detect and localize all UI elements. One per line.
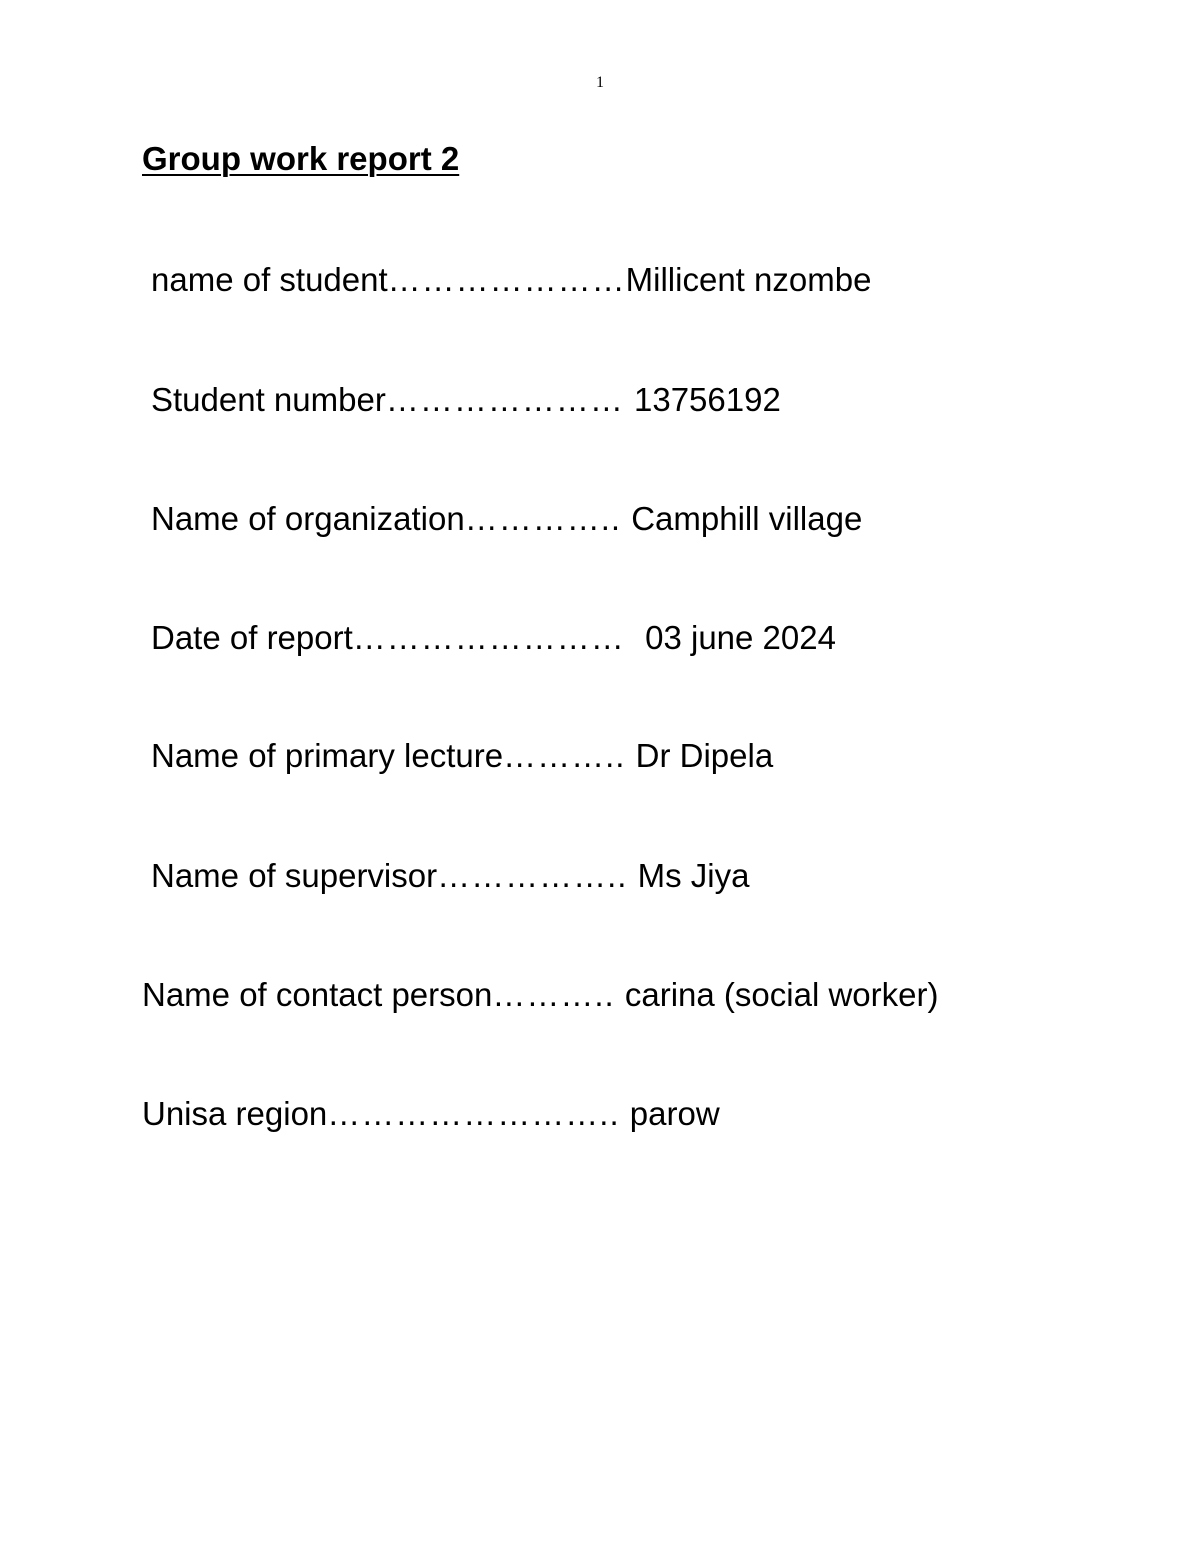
report-title: Group work report 2 (142, 140, 460, 177)
field-label: Name of primary lecture (151, 737, 504, 774)
field-leader-dots: …………….. (437, 857, 638, 894)
field-leader-dots: …………………….. (327, 1095, 630, 1132)
field-label: Student number (151, 381, 386, 418)
field-value: Camphill village (631, 500, 863, 537)
field-primary-lecturer (151, 736, 773, 776)
field-value: Millicent nzombe (625, 261, 872, 298)
field-leader-dots: ……….. (492, 976, 625, 1013)
field-value: Ms Jiya (637, 857, 750, 894)
field-report-date (151, 618, 836, 658)
field-value: 03 june 2024 (645, 619, 836, 656)
field-value: 13756192 (634, 381, 781, 418)
field-unisa-region (142, 1094, 720, 1134)
field-value: parow (629, 1095, 720, 1132)
field-leader-dots: …………………… (352, 619, 646, 656)
field-value: carina (social worker) (624, 976, 939, 1013)
field-value: Dr Dipela (635, 737, 774, 774)
field-supervisor (151, 856, 749, 896)
field-label: name of student (151, 261, 388, 298)
field-contact-person (142, 975, 938, 1015)
field-leader-dots: ………………… (385, 381, 634, 418)
field-organization (151, 499, 862, 539)
field-label: Name of contact person (142, 976, 493, 1013)
field-label: Unisa region (142, 1095, 328, 1132)
field-leader-dots: ……….. (503, 737, 636, 774)
field-label: Name of organization (151, 500, 465, 537)
field-leader-dots: ………….. (464, 500, 632, 537)
field-leader-dots: ………………… (387, 261, 626, 298)
field-label: Name of supervisor (151, 857, 438, 894)
page-number: 1 (596, 74, 604, 91)
field-student-number (151, 380, 781, 420)
field-student-name (151, 260, 871, 300)
field-label: Date of report (151, 619, 353, 656)
